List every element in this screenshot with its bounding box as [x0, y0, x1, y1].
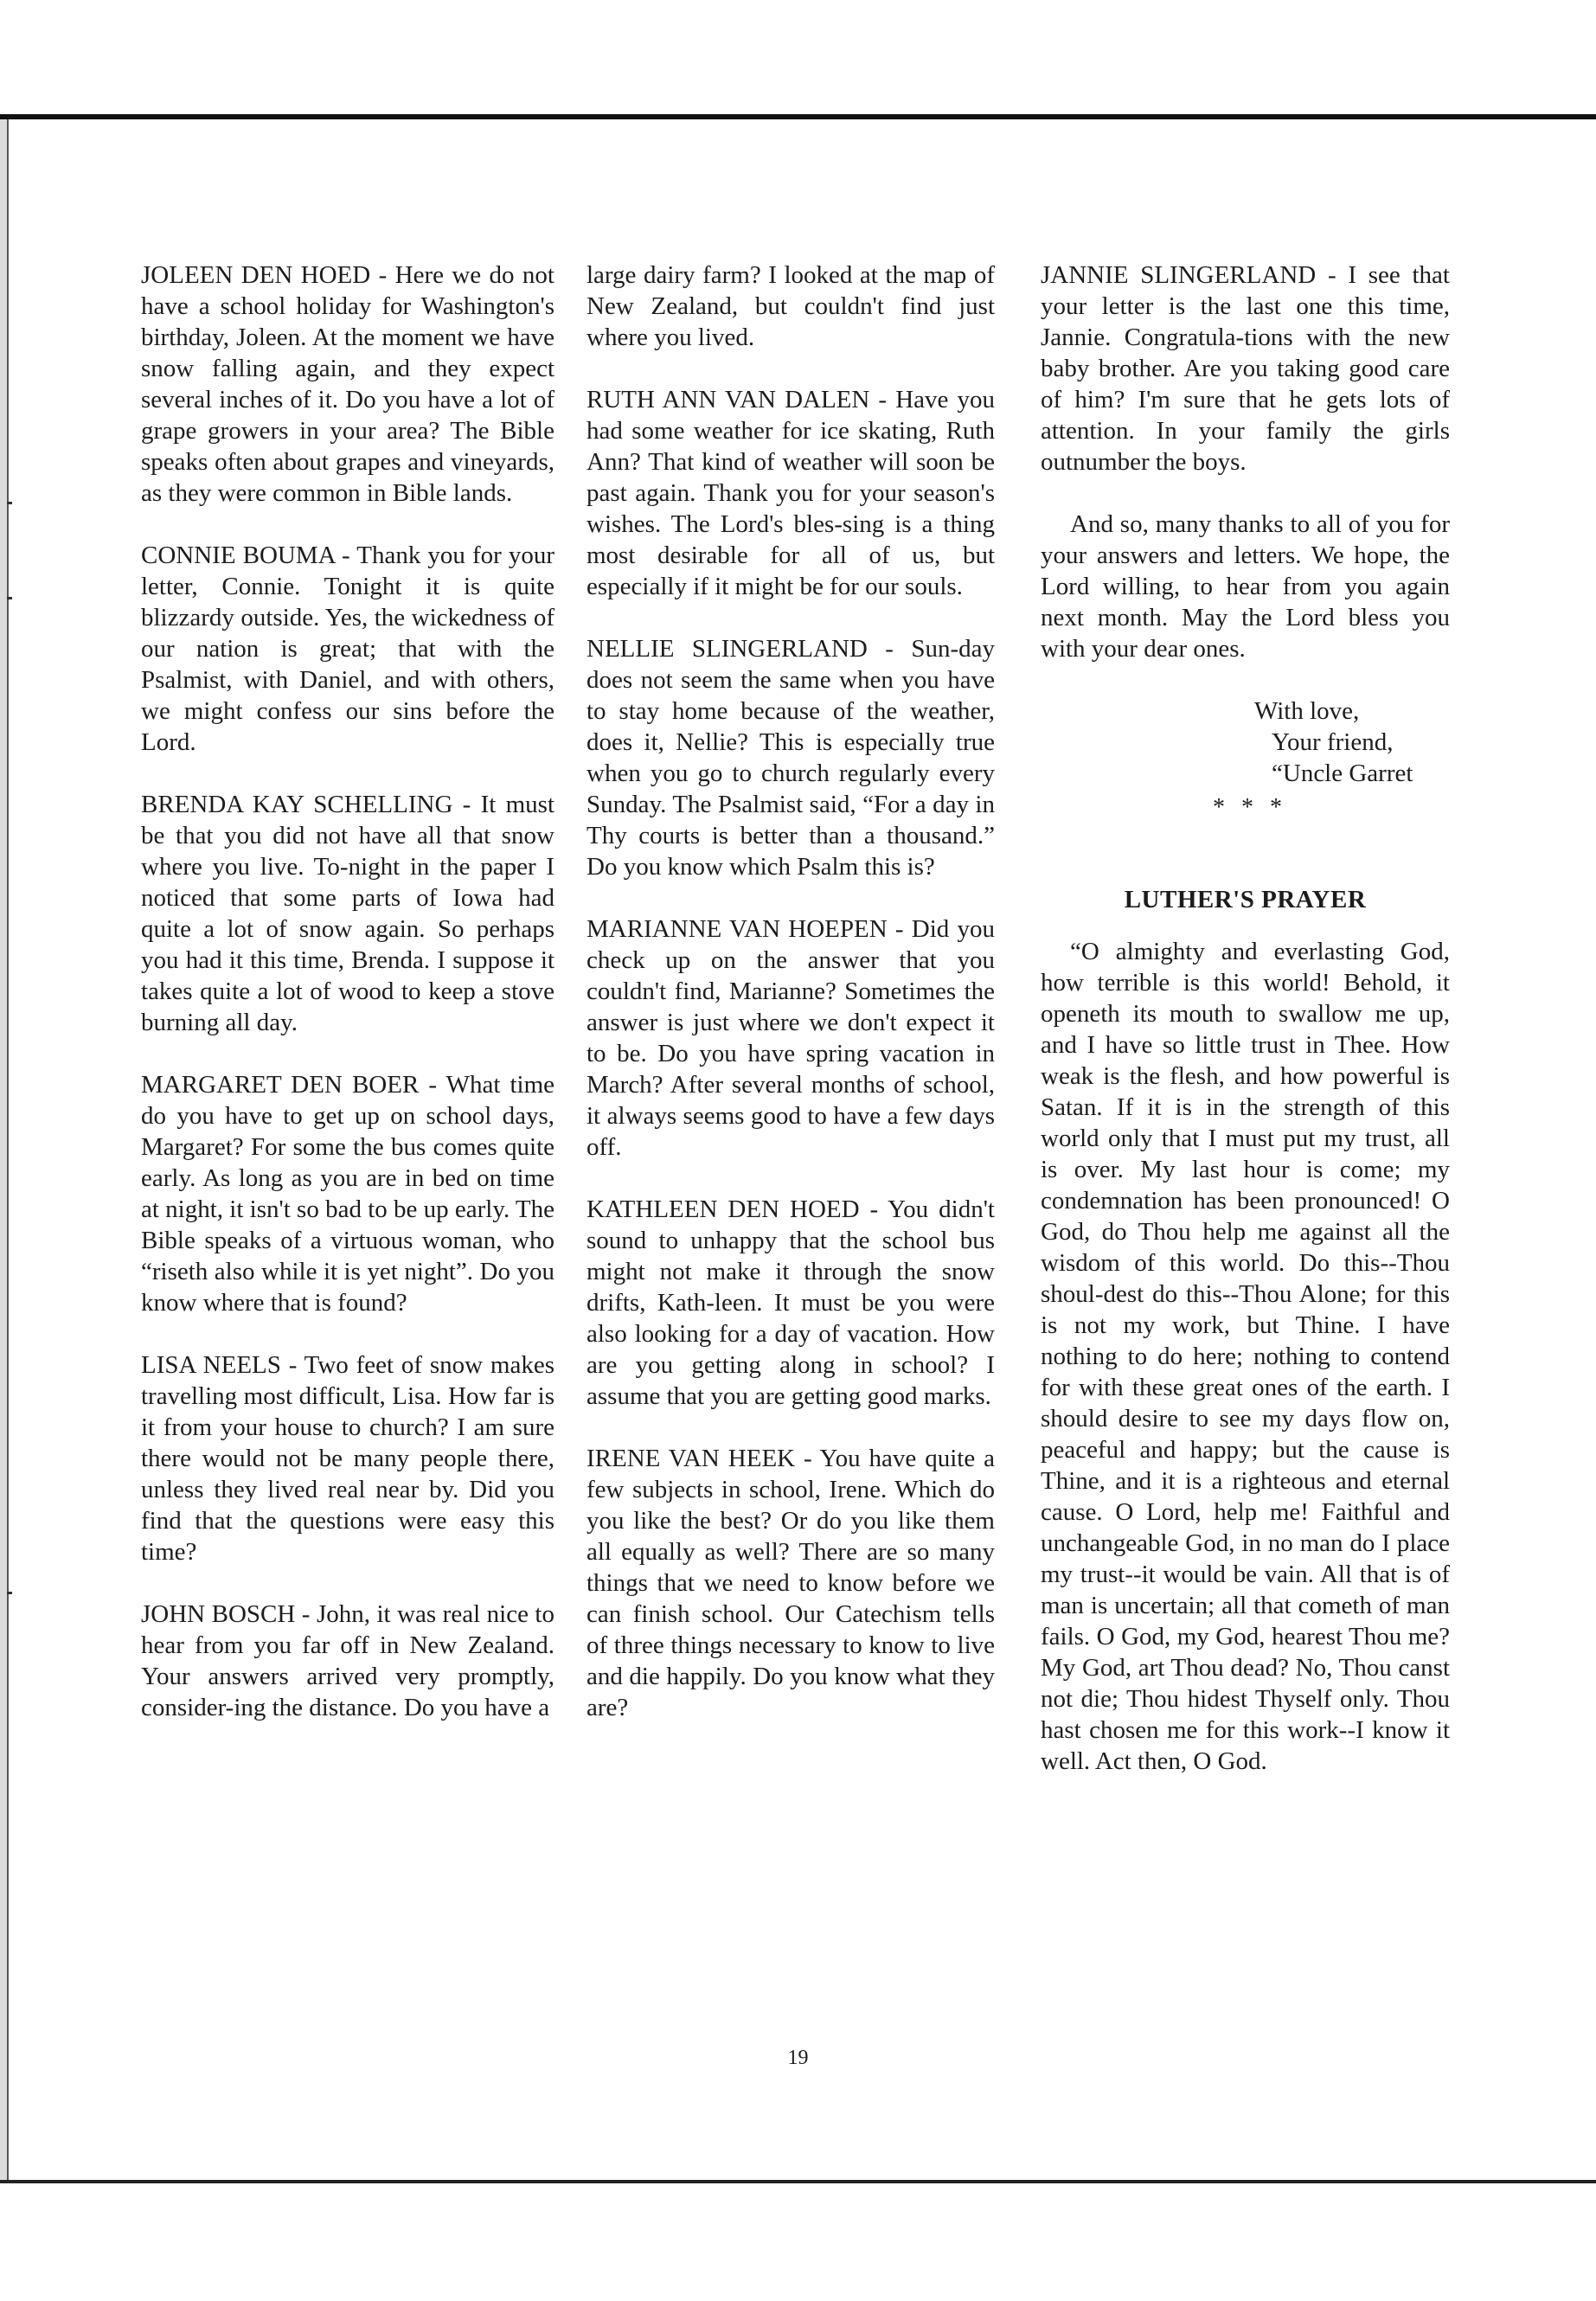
- column-left: [141, 260, 554, 1723]
- letter-reply: NELLIE SLINGERLAND - Sun-day does not seem the same when you have to stay home because of the weather, does it, Nellie? This is especially true when you go to church regularly every Sunday. The Psalmist said, “For a day in Thy courts is better than a thousand.” Do you know which Psalm this is?: [586, 635, 995, 881]
- letter-reply: large dairy farm? I looked at the map of New Zealand, but couldn't find just where you lived.: [586, 261, 995, 351]
- scan-margin-bottom: [0, 2183, 1596, 2301]
- page-left-edge: [0, 119, 9, 2187]
- letter-reply: IRENE VAN HEEK - You have quite a few subjects in school, Irene. Which do you like the best? Or do you like them all equally as well? There are so many things that we need to know before we can finish school. Our Catechism tells of three things necessary to know to live and die happily. Do you know what they are?: [586, 1445, 995, 1721]
- letter-reply: JANNIE SLINGERLAND - I see that your letter is the last one this time, Jannie. Congratula-tions with the new baby brother. Are you taking good care of him? I'm sure that he gets lots of attention. In your family the girls outnumber the boys.: [1041, 261, 1450, 476]
- letter-reply: JOLEEN DEN HOED - Here we do not have a school holiday for Washington's birthday, Joleen. At the moment we have snow falling again, and they expect several inches of it. Do you have a lot of grape growers in your area? The Bible speaks often about grapes and vineyards, as they were common in Bible lands.: [141, 261, 554, 507]
- signoff: [1041, 695, 1450, 789]
- column-middle: [586, 260, 995, 1723]
- signoff-line: “Uncle Garret: [1272, 760, 1413, 787]
- letter-reply: KATHLEEN DEN HOED - You didn't sound to unhappy that the school bus might not make it through the snow drifts, Kath-leen. It must be you were also looking for a day of vacation. How are you getting along in school? I assume that you are getting good marks.: [586, 1195, 995, 1410]
- edge-mark: [7, 502, 12, 504]
- letter-reply: MARGARET DEN BOER - What time do you have to get up on school days, Margaret? For some the bus comes quite early. As long as you are in bed on time at night, it isn't so bad to be up early. The Bible speaks of a virtuous woman, who “riseth also while it is yet night”. Do you know where that is found?: [141, 1071, 555, 1317]
- closing-paragraph: And so, many thanks to all of you for your answers and letters. We hope, the Lord willing, to hear from you again next month. May the Lord bless you with your dear ones.: [1041, 510, 1450, 663]
- column-right: [1041, 260, 1450, 1777]
- letter-reply: MARIANNE VAN HOEPEN - Did you check up on the answer that you couldn't find, Marianne? Sometimes the answer is just where we don't expect it to be. Do you have spring vacation in March? After several months of school, it always seems good to have a few days off.: [586, 915, 995, 1161]
- letter-reply: BRENDA KAY SCHELLING - It must be that you did not have all that snow where you live. To-night in the paper I noticed that some parts of Iowa had quite a lot of snow again. So perhaps you had it this time, Brenda. I suppose it takes quite a lot of wood to keep a stove burning all day.: [141, 791, 554, 1036]
- letter-reply: RUTH ANN VAN DALEN - Have you had some weather for ice skating, Ruth Ann? That kind of weather will soon be past again. Thank you for your season's wishes. The Lord's bles-sing is a thing most desirable for all of us, but especially if it might be for our souls.: [586, 386, 995, 600]
- letter-reply: CONNIE BOUMA - Thank you for your letter, Connie. Tonight it is quite blizzardy outside. Yes, the wickedness of our nation is great; that with the Psalmist, with Daniel, and with others, we might confess our sins before the Lord.: [141, 542, 554, 756]
- signoff-line: With love,: [1254, 697, 1360, 725]
- edge-mark: [7, 597, 12, 599]
- edge-mark: [7, 1592, 12, 1594]
- letter-reply: LISA NEELS - Two feet of snow makes travelling most difficult, Lisa. How far is it from your house to church? I am sure there would not be many people there, unless they lived real near by. Did you find that the questions were easy this time?: [141, 1351, 554, 1566]
- page-top-edge: [0, 114, 1596, 119]
- prayer-title: LUTHER'S PRAYER: [1124, 886, 1367, 913]
- signoff-line: Your friend,: [1272, 728, 1394, 756]
- section-divider: * * *: [1213, 794, 1287, 821]
- page-number: 19: [787, 2047, 809, 2069]
- scan-margin-top: [0, 0, 1596, 117]
- prayer-text: “O almighty and everlasting God, how terrible is this world! Behold, it openeth its mouth to swallow me up, and I have so little trust in Thee. How weak is the flesh, and how powerful is Satan. If it is in the strength of this world only that I must put my trust, all is over. My last hour is come; my condemnation has been pronounced! O God, do Thou help me against all the wisdom of this world. Do this--Thou shoul-dest do this--Thou Alone; for this is not my work, but Thine. I have nothing to do here; nothing to contend for with these great ones of the earth. I should desire to see my days flow on, peaceful and happy; but the cause is Thine, and it is a righteous and eternal cause. O Lord, help me! Faithful and unchangeable God, in no man do I place my trust--it would be vain. All that is of man is uncertain; all that cometh of man fails. O God, my God, hearest Thou me? My God, art Thou dead? No, Thou canst not die; Thou hidest Thyself only. Thou hast chosen me for this work--I know it well. Act then, O God.: [1041, 938, 1450, 1775]
- letter-reply: JOHN BOSCH - John, it was real nice to hear from you far off in New Zealand. Your answers arrived very promptly, consider-ing the distance. Do you have a: [141, 1600, 554, 1721]
